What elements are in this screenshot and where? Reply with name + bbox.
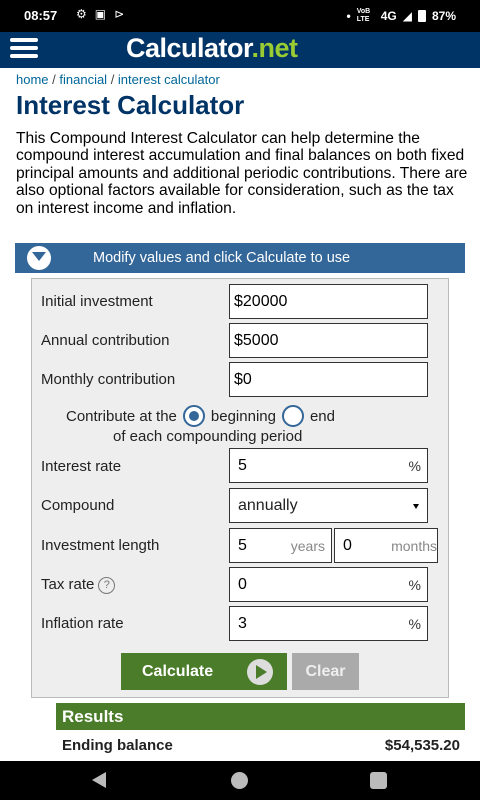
breadcrumb (16, 72, 220, 87)
logo-suffix: .net (251, 33, 298, 63)
breadcrumb-sep: / (48, 72, 60, 87)
site-logo[interactable] (126, 33, 298, 64)
logo-main: Calculator (126, 33, 252, 63)
status-bar (0, 0, 480, 32)
annual-contribution-input[interactable] (229, 323, 428, 358)
breadcrumb-financial[interactable]: financial (59, 72, 108, 87)
breadcrumb-home[interactable]: home (16, 72, 49, 87)
clear-button[interactable]: Clear (292, 653, 359, 690)
network-type: 4G (380, 9, 397, 23)
settings-icon: ⚙ (76, 7, 87, 21)
initial-investment-label: Initial investment (41, 293, 153, 310)
results-header: Results (56, 703, 465, 730)
media-icon: ▣ (94, 7, 107, 21)
monthly-contribution-label: Monthly contribution (41, 371, 176, 388)
back-icon[interactable] (92, 772, 106, 788)
tax-rate-field (229, 567, 428, 602)
investment-length-label: Investment length (41, 537, 160, 554)
compound-select[interactable] (229, 488, 428, 523)
status-time: 08:57 (24, 8, 58, 23)
status-right (347, 8, 456, 24)
page-title: Interest Calculator (16, 90, 245, 120)
play-icon (247, 659, 273, 685)
initial-investment-input[interactable] (229, 284, 428, 319)
contribute-suffix: of each compounding period (113, 428, 303, 445)
interest-rate-field (229, 448, 428, 483)
inflation-rate-input[interactable] (230, 607, 427, 640)
compound-value: annually (238, 497, 298, 514)
hamburger-menu-icon[interactable] (10, 38, 38, 62)
intro-text: This Compound Interest Calculator can help determine the compound interest accumulation and final balances on both fixed principal amounts and additional periodic contributions. There are also optional factors available for consideration, such as the tax on interest income and inflation. (16, 130, 468, 217)
years-unit: years (290, 538, 325, 554)
tax-rate-label-text: Tax rate (41, 576, 95, 593)
contribute-timing (66, 405, 335, 427)
months-unit: months (391, 538, 437, 554)
status-icons (76, 7, 124, 21)
breadcrumb-sep: / (107, 72, 118, 87)
android-nav-bar (0, 761, 480, 800)
interest-rate-unit: % (408, 458, 421, 474)
inflation-rate-unit: % (408, 616, 421, 632)
inflation-rate-field (229, 606, 428, 641)
dropdown-arrow-icon (413, 504, 419, 509)
radio-end[interactable] (282, 405, 304, 427)
top-navbar (0, 32, 480, 68)
battery-percent: 87% (431, 9, 456, 23)
tax-rate-input[interactable] (230, 568, 427, 601)
inflation-rate-label: Inflation rate (41, 615, 124, 632)
battery-icon (418, 10, 426, 22)
tax-rate-label (41, 576, 115, 594)
investment-months-field (334, 528, 438, 563)
home-icon[interactable] (231, 772, 248, 789)
calculate-label: Calculate (142, 663, 214, 680)
monthly-contribution-input[interactable] (229, 362, 428, 397)
chevron-down-icon[interactable] (27, 246, 51, 270)
ending-balance-value: $54,535.20 (384, 737, 460, 754)
compound-label: Compound (41, 497, 115, 514)
option-end-label[interactable]: end (309, 407, 335, 425)
breadcrumb-current[interactable]: interest calculator (117, 72, 220, 87)
play-store-icon: ⊳ (114, 7, 125, 21)
ending-balance-label: Ending balance (62, 737, 173, 754)
volte-icon: VoB LTE (356, 8, 371, 23)
annual-contribution-label: Annual contribution (41, 332, 170, 349)
interest-rate-input[interactable] (230, 449, 427, 482)
recent-apps-icon[interactable] (370, 772, 387, 789)
signal-icon: ◢ (402, 9, 412, 23)
radio-beginning[interactable] (183, 405, 205, 427)
modify-values-bar[interactable] (15, 243, 465, 273)
help-icon[interactable]: ? (98, 577, 115, 594)
option-beginning-label[interactable]: beginning (210, 407, 276, 425)
investment-years-field (229, 528, 332, 563)
dot-icon: • (346, 9, 351, 23)
contribute-prefix: Contribute at the (66, 407, 177, 425)
interest-rate-label: Interest rate (41, 458, 122, 475)
modify-bar-text: Modify values and click Calculate to use (93, 250, 351, 266)
calculate-button[interactable] (121, 653, 287, 690)
tax-rate-unit: % (408, 577, 421, 593)
